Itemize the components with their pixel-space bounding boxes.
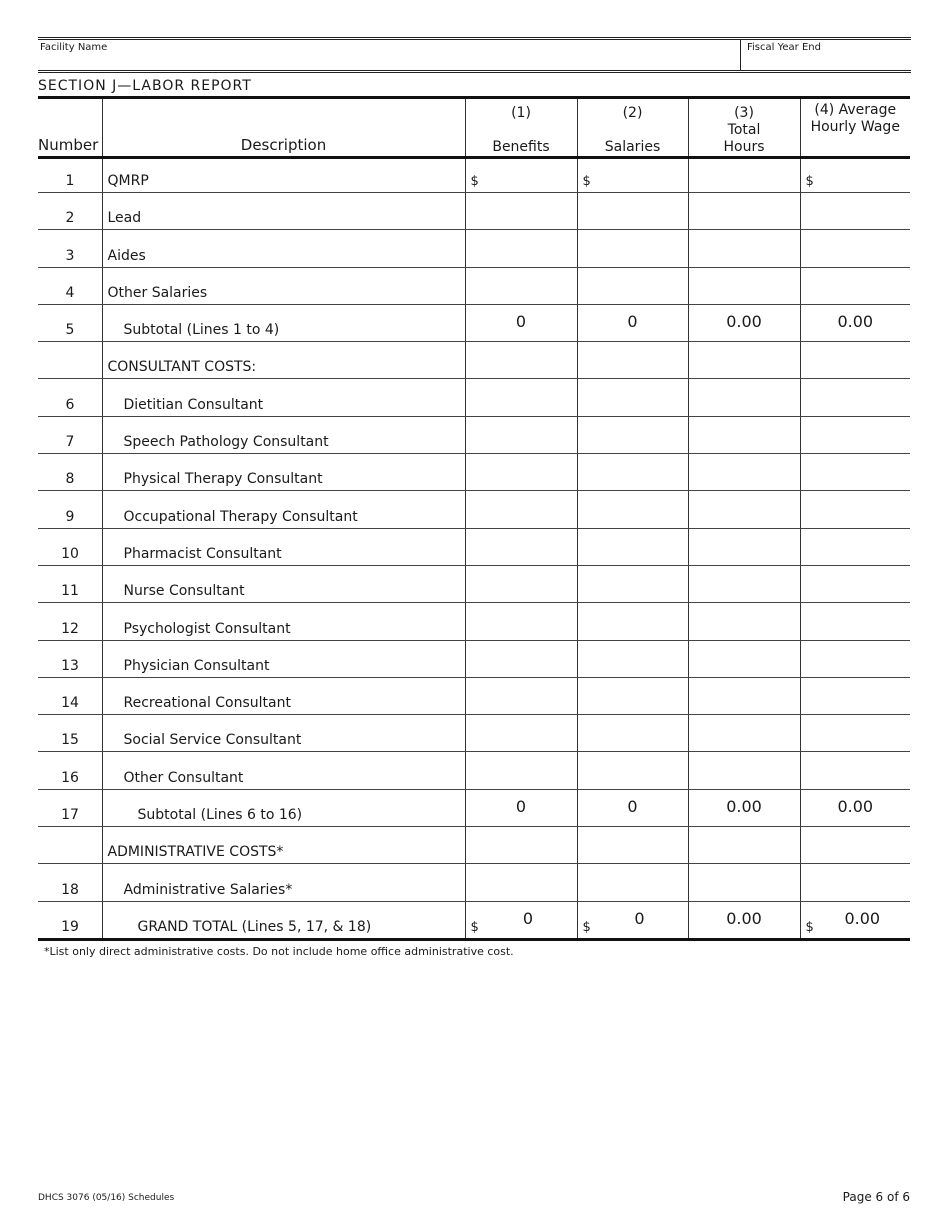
hours-cell[interactable]: [688, 752, 800, 789]
wage-cell[interactable]: [800, 379, 910, 416]
wage-cell: [800, 304, 910, 341]
benefits-cell[interactable]: [465, 454, 577, 491]
col-header-number: Number: [38, 98, 102, 158]
table-row: [38, 752, 910, 789]
salaries-cell[interactable]: [577, 230, 688, 267]
wage-cell[interactable]: [800, 528, 910, 565]
row-number: 13: [61, 657, 79, 674]
currency-symbol: $: [470, 174, 479, 189]
hours-cell[interactable]: [688, 491, 800, 528]
benefits-cell: [465, 901, 577, 939]
row-number: 1: [65, 173, 75, 189]
fiscal-year-end-label: Fiscal Year End: [747, 42, 821, 53]
salaries-cell[interactable]: [577, 752, 688, 789]
wage-value: 0.00: [837, 796, 874, 816]
wage-cell[interactable]: [800, 158, 910, 193]
row-description: Speech Pathology Consultant: [123, 434, 329, 451]
col-header-benefits: [465, 98, 577, 158]
subtotal-row: [38, 789, 910, 826]
salaries-cell[interactable]: [577, 864, 688, 901]
row-number: 18: [61, 881, 79, 898]
header-divider: [740, 40, 741, 70]
grand-total-row: [38, 901, 910, 939]
col-header-salaries-label: Salaries: [604, 139, 661, 155]
hours-cell: [688, 901, 800, 939]
page-number: Page 6 of 6: [842, 1190, 910, 1204]
row-number: 2: [65, 210, 75, 227]
row-description: Other Consultant: [123, 769, 244, 786]
footnote: *List only direct administrative costs. Do not include home office administrative cost.: [44, 945, 514, 958]
salaries-value: 0: [634, 908, 645, 928]
row-description: Physical Therapy Consultant: [123, 471, 323, 488]
salaries-cell[interactable]: [577, 528, 688, 565]
row-description: Recreational Consultant: [123, 695, 291, 712]
benefits-cell[interactable]: [465, 193, 577, 230]
row-description: ADMINISTRATIVE COSTS*: [107, 844, 284, 861]
wage-cell[interactable]: [800, 454, 910, 491]
row-description: Social Service Consultant: [123, 732, 302, 749]
facility-header: [38, 37, 911, 73]
row-description: Aides: [107, 247, 146, 264]
row-number: [38, 856, 102, 859]
benefits-cell: [465, 789, 577, 826]
benefits-cell[interactable]: [465, 603, 577, 640]
wage-cell[interactable]: [800, 230, 910, 267]
table-row: [38, 454, 910, 491]
row-number: 4: [65, 284, 75, 301]
benefits-cell[interactable]: [465, 677, 577, 714]
benefits-cell[interactable]: [465, 416, 577, 453]
salaries-cell[interactable]: [577, 603, 688, 640]
table-header-row: [38, 98, 910, 158]
row-number: 16: [61, 769, 79, 786]
hours-cell[interactable]: [688, 379, 800, 416]
salaries-cell: [577, 789, 688, 826]
hours-cell[interactable]: [688, 454, 800, 491]
hours-cell[interactable]: [688, 158, 800, 193]
col-header-wage-l2: Hourly Wage: [810, 119, 900, 135]
col-header-benefits-label: Benefits: [492, 139, 550, 155]
table-row: [38, 267, 910, 304]
salaries-cell[interactable]: [577, 640, 688, 677]
wage-cell[interactable]: [800, 491, 910, 528]
table-row: [38, 491, 910, 528]
row-number: 3: [65, 247, 75, 264]
currency-symbol: $: [582, 919, 591, 935]
wage-cell: [800, 901, 910, 939]
hours-cell[interactable]: [688, 864, 800, 901]
row-number: 10: [61, 545, 79, 562]
table-row: [38, 864, 910, 901]
hours-cell[interactable]: [688, 528, 800, 565]
wage-value: 0.00: [844, 908, 881, 928]
wage-cell[interactable]: [800, 603, 910, 640]
salaries-cell[interactable]: [577, 416, 688, 453]
hours-cell[interactable]: [688, 416, 800, 453]
wage-cell[interactable]: [800, 752, 910, 789]
wage-cell[interactable]: [800, 416, 910, 453]
benefits-value: 0: [515, 311, 527, 331]
row-number: 5: [65, 322, 75, 339]
row-description: Physician Consultant: [123, 657, 270, 674]
benefits-cell[interactable]: [465, 565, 577, 602]
salaries-cell[interactable]: [577, 454, 688, 491]
benefits-cell: [465, 304, 577, 341]
hours-cell[interactable]: [688, 677, 800, 714]
subtotal-row: [38, 304, 910, 341]
facility-name-label: Facility Name: [40, 42, 108, 53]
wage-cell: [800, 789, 910, 826]
benefits-cell[interactable]: [465, 491, 577, 528]
row-description: Occupational Therapy Consultant: [123, 508, 358, 525]
salaries-cell[interactable]: [577, 158, 688, 193]
col-header-benefits-num: (1): [511, 105, 531, 121]
wage-cell[interactable]: [800, 677, 910, 714]
row-number: 7: [65, 434, 75, 451]
table-row: [38, 715, 910, 752]
wage-cell[interactable]: [800, 193, 910, 230]
row-description: Other Salaries: [107, 284, 208, 301]
row-number: 6: [65, 396, 75, 413]
hours-cell[interactable]: [688, 715, 800, 752]
hours-value: 0.00: [726, 796, 762, 816]
benefits-value: 0: [515, 796, 527, 816]
hours-cell[interactable]: [688, 230, 800, 267]
col-header-hours: [688, 98, 800, 158]
col-header-wage-l1: (4) Average: [814, 102, 897, 118]
benefits-cell[interactable]: [465, 158, 577, 193]
row-number: 11: [61, 583, 79, 600]
benefits-cell[interactable]: [465, 267, 577, 304]
row-description: Psychologist Consultant: [123, 620, 291, 637]
hours-cell: [688, 789, 800, 826]
col-header-wage: [800, 98, 910, 158]
col-header-description: Description: [102, 98, 465, 158]
wage-value: 0.00: [837, 311, 874, 331]
hours-value: 0.00: [726, 311, 762, 331]
row-number: 8: [65, 471, 75, 488]
row-description: Lead: [107, 210, 142, 227]
row-description: Administrative Salaries*: [123, 881, 293, 898]
row-description: Nurse Consultant: [123, 583, 245, 600]
col-header-salaries-num: (2): [622, 105, 643, 121]
row-number: 17: [61, 807, 79, 824]
form-id: DHCS 3076 (05/16) Schedules: [38, 1193, 175, 1203]
col-header-hours-l2: Hours: [723, 139, 765, 155]
table-row: [38, 193, 910, 230]
row-description: Subtotal (Lines 1 to 4): [123, 322, 280, 339]
table-row: [38, 379, 910, 416]
section-title: SECTION J—LABOR REPORT: [38, 78, 252, 94]
hours-cell[interactable]: [688, 640, 800, 677]
table-row: [38, 677, 910, 714]
benefits-value: 0: [522, 908, 534, 928]
row-number: 14: [61, 695, 79, 712]
salaries-cell[interactable]: [577, 267, 688, 304]
currency-symbol: $: [582, 174, 591, 189]
table-row: [38, 640, 910, 677]
col-header-hours-l1: Total: [727, 122, 761, 138]
table-row: [38, 230, 910, 267]
table-row: [38, 603, 910, 640]
row-number: [38, 371, 102, 374]
row-number: 19: [61, 918, 79, 935]
salaries-cell[interactable]: [577, 565, 688, 602]
labor-report-table: [38, 96, 910, 941]
table-row: [38, 158, 910, 193]
currency-symbol: $: [470, 919, 479, 935]
row-number: 15: [61, 732, 79, 749]
salaries-cell[interactable]: [577, 193, 688, 230]
benefits-cell[interactable]: [465, 752, 577, 789]
row-description: CONSULTANT COSTS:: [107, 359, 257, 376]
benefits-cell[interactable]: [465, 379, 577, 416]
wage-cell[interactable]: [800, 267, 910, 304]
salaries-cell[interactable]: [577, 379, 688, 416]
salaries-cell[interactable]: [577, 491, 688, 528]
hours-cell[interactable]: [688, 565, 800, 602]
salaries-cell: [577, 901, 688, 939]
benefits-cell[interactable]: [465, 230, 577, 267]
section-heading-row: [38, 827, 910, 864]
row-description: GRAND TOTAL (Lines 5, 17, & 18): [137, 918, 372, 935]
benefits-cell[interactable]: [465, 528, 577, 565]
hours-cell[interactable]: [688, 267, 800, 304]
currency-symbol: $: [805, 174, 814, 189]
table-row: [38, 416, 910, 453]
salaries-value: 0: [627, 796, 638, 816]
benefits-cell[interactable]: [465, 640, 577, 677]
hours-cell[interactable]: [688, 603, 800, 640]
row-description: Subtotal (Lines 6 to 16): [137, 807, 303, 824]
wage-cell[interactable]: [800, 565, 910, 602]
section-heading-row: [38, 342, 910, 379]
benefits-cell[interactable]: [465, 715, 577, 752]
wage-cell[interactable]: [800, 640, 910, 677]
salaries-cell[interactable]: [577, 677, 688, 714]
salaries-value: 0: [627, 311, 638, 331]
benefits-cell[interactable]: [465, 864, 577, 901]
table-row: [38, 528, 910, 565]
row-number: 9: [65, 508, 75, 525]
hours-value: 0.00: [726, 908, 762, 928]
row-description: Pharmacist Consultant: [123, 545, 282, 562]
hours-cell[interactable]: [688, 193, 800, 230]
table-row: [38, 565, 910, 602]
wage-cell[interactable]: [800, 715, 910, 752]
row-description: QMRP: [107, 173, 149, 189]
currency-symbol: $: [805, 919, 814, 935]
row-description: Dietitian Consultant: [123, 396, 264, 413]
row-number: 12: [61, 620, 79, 637]
salaries-cell: [577, 304, 688, 341]
hours-cell: [688, 304, 800, 341]
salaries-cell[interactable]: [577, 715, 688, 752]
wage-cell[interactable]: [800, 864, 910, 901]
col-header-hours-num: (3): [734, 105, 754, 121]
col-header-salaries: [577, 98, 688, 158]
